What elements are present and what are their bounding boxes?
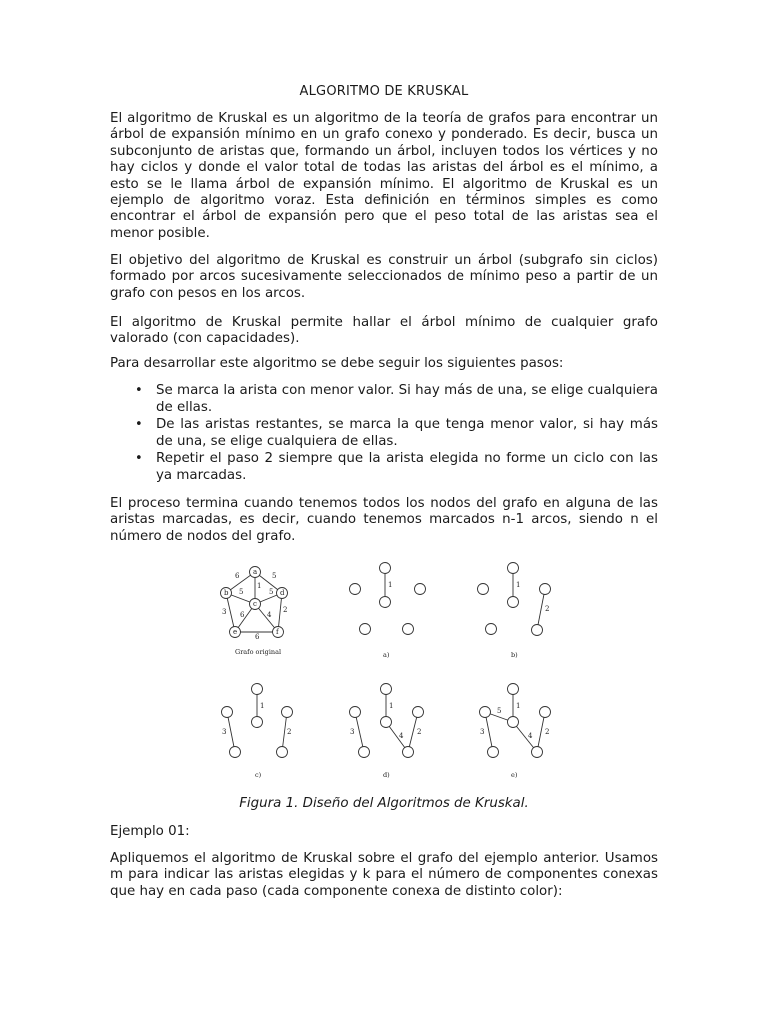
step-item: • De las aristas restantes, se marca la que tenga menor valor, si hay más de una, se elige cualquiera de ellas. — [156, 417, 658, 450]
document-title: ALGORITMO DE KRUSKAL — [299, 84, 469, 99]
example-heading: Ejemplo 01: — [110, 824, 190, 839]
objective-paragraph: El objetivo del algoritmo de Kruskal es construir un árbol (subgrafo sin ciclos) formado por arcos sucesivamente seleccionados de mínimo peso a partir de un grafo con pesos en los arcos. — [110, 253, 658, 301]
edge-weight: 2 — [545, 728, 550, 736]
node-label: a — [253, 568, 258, 576]
panel-label-b: b) — [511, 651, 518, 659]
panel-label-e: e) — [511, 771, 518, 779]
edge-weight: 2 — [417, 728, 422, 736]
capacity-paragraph: El algoritmo de Kruskal permite hallar el árbol mínimo de cualquier grafo valorado (con capacidades). — [110, 315, 658, 347]
steps-intro-paragraph: Para desarrollar este algoritmo se debe seguir los siguientes pasos: — [110, 356, 564, 371]
kruskal-figure — [195, 555, 575, 795]
panel-d — [350, 684, 424, 780]
edge-weight: 1 — [389, 702, 394, 710]
edge-weight: 5 — [269, 588, 274, 596]
edge-weight: 2 — [283, 606, 288, 614]
panel-e — [480, 684, 551, 780]
node-label: c — [253, 600, 257, 608]
edge-weight: 6 — [240, 611, 245, 619]
intro-paragraph: El algoritmo de Kruskal es un algoritmo de la teoría de grafos para encontrar un árbol de expansión mínimo en un grafo conexo y ponderado. Es decir, busca un subconjunto de aristas que, formando un árbol, incluyen todos los vértices y no hay ciclos y donde el valor total de todas las aristas del árbol es el mínimo, a esto se le llama árbol de expansión mínimo. El algoritmo de Kruskal es un ejemplo de algoritmo voraz. Esta definición en términos simples es como encontrar el árbol de expansión pero que el peso total de las aristas sea el menor posible. — [110, 111, 658, 241]
example-paragraph: Apliquemos el algoritmo de Kruskal sobre el grafo del ejemplo anterior. Usamos m para indicar las aristas elegidas y k para el número de componentes conexas que hay en cada paso (cada componente conexa de distinto color): — [110, 851, 658, 899]
edge-weight: 6 — [255, 633, 260, 641]
node-label: f — [276, 628, 279, 636]
node-label: b — [224, 589, 229, 597]
edge-weight: 4 — [267, 611, 272, 619]
edge-weight: 3 — [480, 728, 485, 736]
panel-label-d: d) — [383, 771, 390, 779]
panel-label-a: a) — [383, 651, 390, 659]
closing-paragraph: El proceso termina cuando tenemos todos los nodos del grafo en alguna de las aristas marcadas, es decir, cuando tenemos marcados n-1 arcos, siendo n el número de nodos del grafo. — [110, 496, 658, 544]
edge-weight: 4 — [528, 732, 533, 740]
panel-a — [350, 563, 426, 660]
node-label: e — [233, 628, 238, 636]
edge-weight: 3 — [350, 728, 355, 736]
edge-weight: 2 — [545, 605, 550, 613]
step-item: • Se marca la arista con menor valor. Si hay más de una, se elige cualquiera de ellas. — [156, 383, 658, 416]
node-label: d — [280, 589, 285, 597]
edge-weight: 1 — [388, 581, 393, 589]
edge-weight: 3 — [222, 608, 227, 616]
edge-weight: 6 — [235, 572, 240, 580]
edge-weight: 1 — [260, 702, 265, 710]
steps-list — [110, 383, 658, 486]
edge-weight: 4 — [399, 732, 404, 740]
edge-weight: 5 — [272, 572, 277, 580]
panel-label-c: c) — [255, 771, 262, 779]
panel-c — [222, 684, 293, 780]
edge-weight: 1 — [516, 581, 521, 589]
edge-weight: 1 — [516, 702, 521, 710]
edge-weight: 3 — [222, 728, 227, 736]
edge-weight: 5 — [497, 707, 502, 715]
edge-weight: 5 — [239, 588, 244, 596]
step-item: • Repetir el paso 2 siempre que la arista elegida no forme un ciclo con las ya marcadas. — [156, 451, 658, 484]
panel-b — [478, 563, 551, 660]
edge-weight: 2 — [287, 728, 292, 736]
figure-caption: Figura 1. Diseño del Algoritmos de Kruskal. — [239, 796, 529, 811]
edge-weight: 1 — [257, 582, 262, 590]
panel-label-original: Grafo original — [235, 648, 282, 656]
